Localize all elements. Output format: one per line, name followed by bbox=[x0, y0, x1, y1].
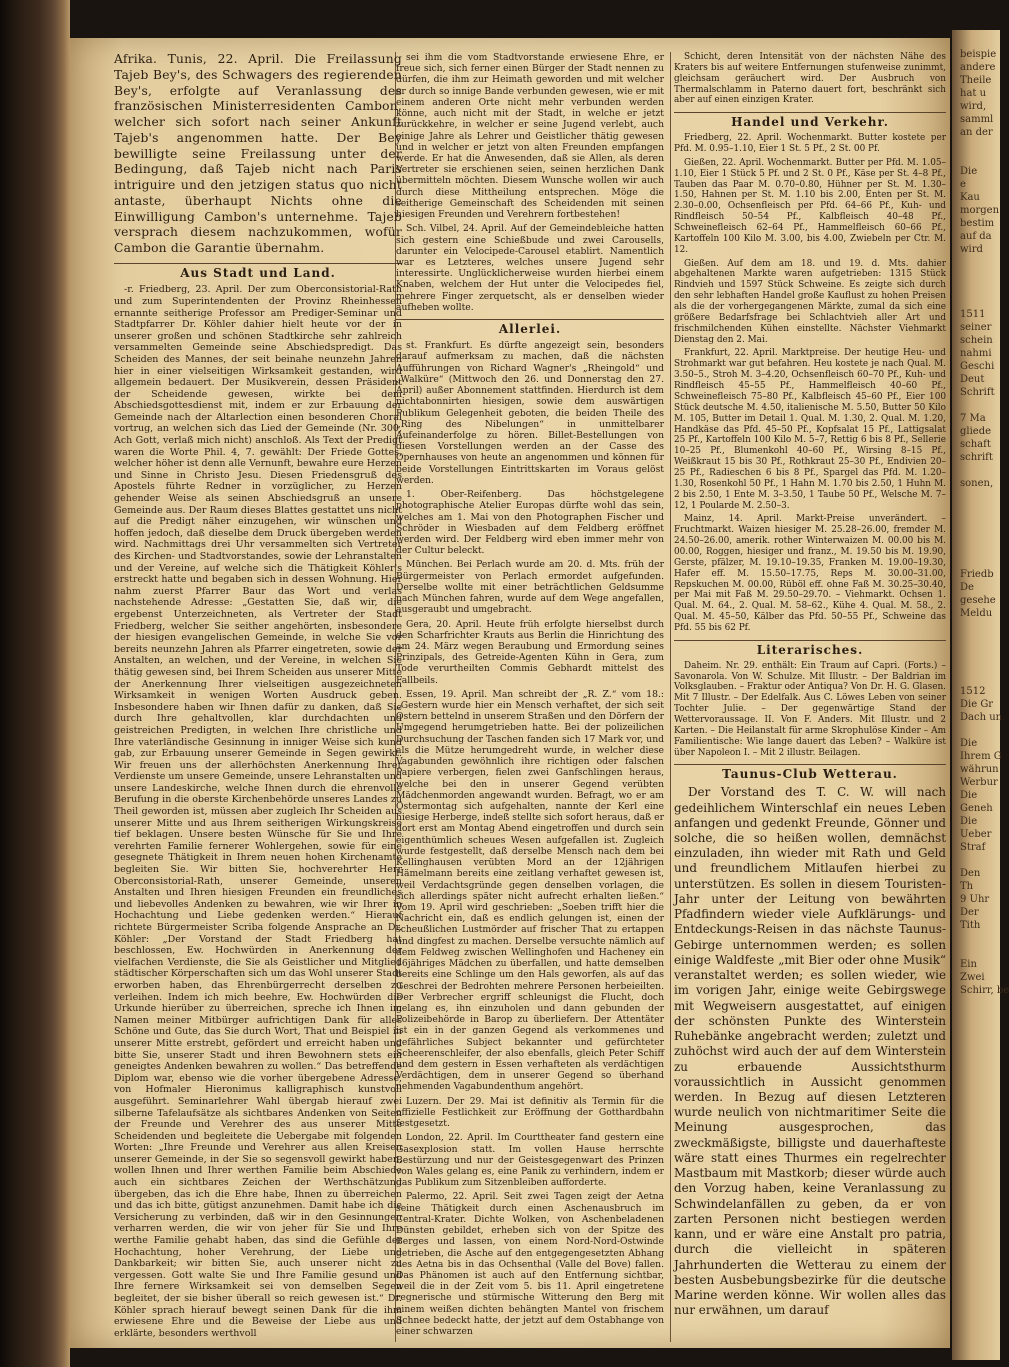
section-heading-local: Aus Stadt und Land. bbox=[114, 263, 402, 280]
club-notice bbox=[674, 785, 946, 1318]
article-paragraph: Sch. Vilbel, 24. April. Auf der Gemeindebleiche hatten sich gestern eine Schießbude und zwei Carousells, darunter ein Velocipede-Carousel etablirt. Namentlich war es Letzteres, welches unsere Jugend sehr interessirte. Unglücklicherweise wurden hierbei einem Knaben, welchem der Hut unter die Velocipedes fiel, mehrere Finger zerquetscht, als er denselben wieder aufheben wollte. bbox=[396, 223, 664, 313]
market-report: Friedberg, 22. April. Wochenmarkt. Butter kostete per Pfd. M. 0.95–1.10, Eier 1 St. 5 Pf., 2 St. 00 Pf. bbox=[674, 133, 946, 155]
newspaper-page bbox=[70, 38, 950, 1348]
column-rule bbox=[670, 52, 671, 1342]
section-heading-literature: Literarisches. bbox=[674, 640, 946, 656]
club-paragraph: Der Vorstand des T. C. W. will nach gedeihlichem Winterschlaf ein neues Leben anfangen und gedenkt Freunde, Gönner und solche, die so heißen wollen, demnächst einzuladen, ihn wieder mit Rath und Geld und freundlichem Mitlaufen hierbei zu unterstützen. Es sollen in diesem Touristen-Jahr unter der Leitung von bewährten Pfadfindern wieder viele Aufklärungs- und Entdeckungs-Reisen in das nächste Taunus-Gebirge unternommen werden; es sollen einige Waldfeste „mit Bier oder ohne Musik“ veranstaltet werden; es sollen wieder, wie im vorigen Jahr, einige weite Gebirgswege mit Wegweisern ausgestattet, auf einigen der schönsten Punkte des Winterstein Ruhebänke angebracht werden; zuletzt und zuhöchst wird auch der auf dem Winterstein zu erbauende Aussichtsthurm voraussichtlich in Aussicht genommen werden. In Bezug auf diesen Letzteren wurde neulich von nichtmaritimer Seite die Meinung ausgesprochen, das zweckmäßigste, billigste und dauerhafteste wäre statt eines Thurmes ein regelrechter Mastbaum mit Mastkorb; dieser würde auch den Vorzug haben, keine Veranlassung zu Schwindelanfällen zu geben, da er von zarten Personen nicht bestiegen werden kann, und er wäre eine Anstalt pro patria, durch die vielleicht in späteren Jahrhunderten die Wetterau zu einem der besten Ausbebungsbezirke für die deutsche Marine werden könne. Wir wollen alles das nur erwähnen, um darauf bbox=[674, 785, 946, 1318]
market-report: Gießen, 22. April. Wochenmarkt. Butter per Pfd. M. 1.05–1.10, Eier 1 Stück 5 Pf. und 2 St. 0 Pf., Käse per St. 4–8 Pf., Tauben das Paar M. 0.70–0.80, Hühner per St. M. 1.30–1.50, Hahnen per St. M. 1.10 bis 2.00, Enten per St. M. 2.30–0.00, Ochsenfleisch per Pfd. 64–66 Pf., Kuh- und Rindfleisch 50–54 Pf., Kalbfleisch 40–48 Pf., Schweinefleisch 62–64 Pf., Hammelfleisch 60–66 Pf., Kartoffeln 100 Kilo M. 3.00, bis 4.00, Zwiebeln per Ctr. M. 12. bbox=[674, 157, 946, 255]
market-report: Frankfurt, 22. April. Marktpreise. Der heutige Heu- und Strohmarkt war gut befahren. Heu kostete je nach Qual. M. 3.50–5., Stroh M. 3–4.20, Ochsenfleisch 60–70 Pf., Kuh- und Rindfleisch 45–55 Pf., Hammelfleisch 40–60 Pf., Schweinefleisch 75–80 Pf., Kalbfleisch 45–60 Pf., Eier 100 Stück deutsche M. 4.50, italienische M. 5.50, Butter 50 Kilo M. 105, Butter im Detail 1. Qual. M. 1.30, 2. Qual. M. 1.20, Handkäse das Pfd. 45–50 Pf., Kopfsalat 15 Pf., Lattigsalat 25 Pf., Kartoffeln 100 Kilo M. 5–7, Rettig 6 bis 8 Pf., Sellerie 10–25 Pf., Blumenkohl 40–60 Pf., Wirsing 8–15 Pf., Weißkraut 15 bis 30 Pf., Rothkraut 25–30 Pf., Endivien 20–25 Pf., Radieschen 6 bis 8 Pf., Spargel das Pfd. M. 1.20–1.30, Rosenkohl 50 Pf., 1 Hahn M. 1.70 bis 2.50, 1 Huhn M. 2 bis 2.50, 1 Ente M. 3–3.50, 1 Taube 50 Pf., Welsche M. 7–12, 1 Poularde M. 2.50–3. bbox=[674, 348, 946, 511]
article-paragraph: Luzern. Der 29. Mai ist definitiv als Termin für die offizielle Festlichkeit zur Eröffnung der Gotthardbahn festgesetzt. bbox=[396, 1095, 664, 1130]
africa-lead bbox=[114, 52, 402, 257]
article-paragraph: Palermo, 22. April. Seit zwei Tagen zeigt der Aetna seine Thätigkeit durch einen Aschenausbruch im Central-Krater. Dichte Wolken, von Aschenbeladenen Dünsten gebildet, erheben sich von der Spitze des Berges und lassen, von einem Nord-Nord-Ostwinde getrieben, die Asche auf den entgegengesetzten Abhang des Aetna bis in das Ochsenthal (Valle del Bove) fallen. Das Phänomen ist auch auf den Entfernung sichtbar, weil die in der Zeit vom 5. bis 11. April eingetretene regnerische und stürmische Witterung den Berg mit einem weißen dichten behängten Mantel von frischem Schnee bedeckt hatte, der jetzt auf dem Ostabhange von einer schwarzen bbox=[396, 1191, 664, 1338]
literature-paragraph: Daheim. Nr. 29. enthält: Ein Traum auf Capri. (Forts.) – Savonarola. Von W. Schulze. Mit Illustr. – Der Baldrian im Volksglauben. – Fraktur oder Antiqua? Von Dr. H. G. Glasen. Mit 7 Illustr. – Der Edelfalk. Aus C. Löwes Leben von seiner Tochter Julie. – Der gegenwärtige Stand der Wettervoraussage. II. Von F. Anders. Mit Illustr. und 2 Karten. – Die Heilanstalt für arme Skrophulöse Kinder – Am Familientische: Wie lange dauert das Leben? – Walküre ist über Napoleon I. – Mit 2 illustr. Beilagen. bbox=[674, 660, 946, 758]
market-report: Mainz, 14. April. Markt-Preise unverändert. – Fruchtmarkt. Waizen hiesiger M. 25.28–26.00, fremder M. 24.50–26.00, amerik. rother Winterwaizen M. 00.00 bis M. 00.00, Roggen, hiesiger und franz., M. 19.50 bis M. 19.90, Gerste, pfälzer, M. 19.10–19.35, Franken M. 19.00–19.30, Hafer eff. M. 15.50–17.75, Reps M. 30.00–31.00, Repskuchen M. 00.00, Rüböl eff. ohne Faß M. 30.25–30.40, per Mai mit Faß M. 29.50–29.70. – Viehmarkt. Ochsen 1. Qual. M. 64., 2. Qual. M. 58–62., Kühe 4. Qual. M. 58., 2. Qual. M. 45–50, Kälber das Pfd. 50–55 Pf., Schweine das Pfd. 55 bis 62 Pf. bbox=[674, 514, 946, 633]
africa-paragraph: Afrika. Tunis, 22. April. Die Freilassung Tajeb Bey's, des Schwagers des regierenden Bey's, erfolgte auf Veranlassung des französischen Ministerresidenten Cambon, welcher sich sofort nach seiner Ankunft Tajeb's angenommen hatte. Der Bey bewilligte seine Freilassung unter der Bedingung, daß Tajeb nicht nach Paris intriguire und den jetzigen status quo nicht antaste, überhaupt Nichts ohne die Einwilligung Cambon's unternehme. Tajeb versprach diesem nachzukommen, wofür Cambon die Garantie übernahm. bbox=[114, 52, 402, 255]
article-paragraph: London, 22. April. Im Courttheater fand gestern eine Gasexplosion statt. Im vollen Hause herrschte Bestürzung und nur der Geistesgegenwart des Prinzen von Wales gelang es, eine Panik zu verhindern, indem er das Publikum zum Sitzenbleiben aufforderte. bbox=[396, 1132, 664, 1189]
article-paragraph: -r. Friedberg, 23. April. Der zum Oberconsistorial-Rath und zum Superintendenten der Provinz Rheinhessen ernannte seitherige Professor am Prediger-Seminar und Stadtpfarrer Dr. Köhler dahier hielt heute vor der in unserer großen und schönen Stadtkirche sehr zahlreich versammelten Gemeinde seine Abschiedspredigt. Das Scheiden des Mannes, der seit beinahe neunzehn Jahren hier in einer vielseitigen Wirksamkeit gestanden, wird allgemein bedauert. Der Musikverein, dessen Präsident der Scheidende gewesen, wirkte bei dem Abschiedsgottesdienst mit, indem er zur Erbauung der Gemeinde nach der Altarlection einen besonderen Choral vortrug, an welchen sich das Lied der Gemeinde (Nr. 300, Ach Gott, verlaß mich nicht) anschloß. Als Text der Predigt waren die Worte Phil. 4, 7. gewählt: Der Friede Gottes, welcher höher ist denn alle Vernunft, bewahre eure Herzen und Sinne in Christo Jesu. Diesen Friedensgruß des Apostels führte Redner in vorzüglicher, zu Herzen gehender Weise als seinen Abschiedsgruß an unsere Gemeinde aus. Der Raum dieses Blattes gestattet uns nicht auf die Predigt näher einzugehen, wir wünschen und hoffen jedoch, daß dieselbe dem Druck übergeben werden wird. Nachmittags drei Uhr versammelten sich Vertreter des Kirchen- und Stadtvorstandes, sowie der Lehranstalten und der Vereine, auf welche sich die Thätigkeit Köhler's erstreckt hatte und begaben sich in dessen Wohnung. Hier nahm zuerst Pfarrer Baur das Wort und verlas nachstehende Adresse: „Gestatten Sie, daß wir, die ergebenst Unterzeichneten, als Vertreter der Stadt Friedberg, welcher Sie seither angehörten, insbesondere der hiesigen evangelischen Gemeinde, in welche Sie vor bereits neunzehn Jahren als Pfarrer eingetreten, sowie der Anstalten, an welchen, und der Vereine, in welchen Sie thätig gewesen sind, bei Ihrem Scheiden aus unserer Mitte der Anerkennung Ihrer vielseitigen ausgezeichneten Wirksamkeit in wenigen Worten Ausdruck geben. Insbesondere haben wir Ihnen dafür zu danken, daß Sie durch Ihre gehaltvollen, klar durchdachten und geistreichen Predigten, in welchen Ihre christliche und Ihre vaterländische Gesinnung in inniger Weise sich kund gab, zur Erbauung unserer Gemeinde in Segen gewirkt. Wir freuen uns der allerhöchsten Anerkennung Ihrer Verdienste um unsere Gemeinde, unsere Lehranstalten und unsere Landeskirche, welche Ihnen durch die ehrenvolle Berufung in die oberste Kirchenbehörde unseres Landes zu Theil geworden ist, müssen aber zugleich Ihr Scheiden aus unserer Mitte und aus Ihrem seitherigen Wirkungskreise tief beklagen. Unsere besten Wünsche für Sie und Ihre verehrten Familie fernerer Wohlergehen, sowie für eine gesegnete Thätigkeit in Ihrem neuen hohen Kirchenamte begleiten Sie. Wir bitten Sie, hochverehrter Herr Oberconsistorial-Rath, unserer Gemeinde, unseren Anstalten und Ihren hiesigen Freunden ein freundliches und liebevolles Andenken zu bewahren, wie wir Ihrer in Hochachtung und Liebe gedenken werden.“ Hierauf richtete Bürgermeister Scriba folgende Ansprache an Dr. Köhler: „Der Vorstand der Stadt Friedberg hat beschlossen, Ew. Hochwürden in Anerkennung der vielfachen Verdienste, die Sie als Geistlicher und Mitglied städtischer Körperschaften sich um das Wohl unserer Stadt erworben haben, das Ehrenbürgerrecht derselben zu verleihen. Indem ich mich beehre, Ew. Hochwürden die Urkunde hierüber zu überreichen, spreche ich Ihnen im Namen meiner Mitbürger aufrichtigen Dank für alles Schöne und Gute, das Sie durch Wort, That und Beispiel in unserer Mitte erstrebt, gefördert und erreicht haben und bitte Sie, unserer Stadt und ihren Bewohnern stets ein geneigtes Andenken bewahren zu wollen.“ Das betreffende Diplom war, ebenso wie die vorher übergebene Adresse, von Hofmaler Hieronimus kalligraphisch kunstvoll ausgeführt. Seminarlehrer Wahl übergab hierauf zwei silberne Tafelaufsätze als sichtbares Andenken von Seiten der Freunde und Verehrer des aus unserer Mitte Scheidenden und begleitete die Uebergabe mit folgenden Worten: „Ihre Freunde und Verehrer aus allen Kreisen unserer Gemeinde, in der Sie so segensvoll gewirkt haben, wollen Ihnen und Ihrer werthen Familie beim Abschiede auch ein sichtbares Zeichen der Werthschätzung übergeben, das ich die Ehre habe, Ihnen zu überreichen und das ich bitte, gütigst anzunehmen. Damit habe ich die Versicherung zu verbinden, daß wir in den Gesinnungen verharren werden, die wir von jeher für Sie und Ihre werthe Familie gehabt haben, das sind die Gefühle der Hochachtung, hoher Verehrung, der Liebe und Dankbarkeit; wir bitten Sie, auch unserer nicht zu vergessen. Gott walte Sie und Ihre Familie gesund und Ihre fernere Wirksamkeit sei von demselben Segen begleitet, der sie bisher überall so reich gewesen ist.“ Dr. Köhler sprach hierauf bewegt seinen Dank für die ihm erwiesene Ehre und die Beweise der Liebe aus und erklärte, besonders werthvoll bbox=[114, 284, 402, 1339]
column-1 bbox=[114, 52, 402, 1342]
article-paragraph: sei ihm die vom Stadtvorstande erwiesene Ehre, er freue sich, sich ferner einen Bürger der Stadt nennen zu dürfen, die ihm zur Heimath geworden und mit welcher er durch so innige Bande verbunden gewesen, wie er mit einem anderen Orte nicht mehr verbunden werden könne, auch nicht mit der Stadt, in welche er jetzt zurückkehre, in welcher er seine Jugend verlebt, auch einige Jahre als Lehrer und Geistlicher thätig gewesen und in welcher er jetzt von alten Freunden empfangen werde. Er hat die Anwesenden, daß sie Allen, als deren Vertreter sie erschienen seien, seinen herzlichen Dank übermitteln möchten. Diesem Wunsche wollen wir auch durch diese Mittheilung entsprechen. Möge die seitherige Gemeinschaft des Scheidenden mit seinen hiesigen Freunden und Verehrern fortbestehen! bbox=[396, 52, 664, 221]
book-spine bbox=[0, 0, 70, 1367]
market-report: Gießen. Auf dem am 18. und 19. d. Mts. dahier abgehaltenen Markte waren aufgetrieben: 1315 Stück Rindvieh und 1597 Stück Schweine. Es zeigte sich durch den sehr lebhaften Handel große Kauflust zu hohen Preisen als die der vorhergegangenen Märkte, zumal da sich eine größere Bedarfsfrage bei Schlachtvieh aller Art und frischmilchenden Kühen einstellte. Nächster Viehmarkt Dienstag den 2. Mai. bbox=[674, 258, 946, 345]
article-paragraph: München. Bei Perlach wurde am 20. d. Mts. früh der Bürgermeister von Perlach ermordet aufgefunden. Derselbe wollte mit einer beträchtlichen Geldsumme nach München fahren, wurde auf dem Wege angefallen, ausgeraubt und umgebracht. bbox=[396, 559, 664, 616]
article-paragraph: Essen, 19. April. Man schreibt der „R. Z.“ vom 18.: „Gestern wurde hier ein Mensch verhaftet, der sich seit Ostern bettelnd in unserem Straßen und den Dörfern der Umgegend herumgetrieben hatte. Bei der polizeilichen Durchsuchung der Taschen fanden sich 17 Mark vor, und als die Mütze herumgedreht wurde, in welcher diese Vagabunden gewöhnlich ihre richtigen oder falschen Papiere verbergen, fielen zwei Ganfschlingen heraus, welche bei den in unserer Gegend verübten Mädchenmorden angewandt wurden. Befragt, wo er am Ostermontag sich aufgehalten, nannte der Kerl eine hiesige Herberge, indeß stellte sich sofort heraus, daß er dort erst am Montag Abend eingetroffen und durch sein eigenthümlich scheues Wesen aufgefallen ist. Zugleich wurde festgestellt, daß derselbe Mensch nach dem bei Kellinghausen verübten Mord an der 12jährigen Hämelmann bereits eine zeitlang verhaftet gewesen ist, weil Verdachtsgründe gegen denselben vorlagen, die sich allerdings später nicht aufrecht erhalten ließen.“ Vom 19. April wird geschrieben: „Soeben trifft hier die Nachricht ein, daß es endlich gelungen ist, einen der scheußlichen Lustmörder auf frischer That zu ertappen und dingfest zu machen. Derselbe versuchte nämlich auf dem Feldweg zwischen Wellinghofen und Hacheney ein 16jähriges Mädchen zu überfallen, und hatte demselben bereits eine Schlinge um den Hals geworfen, als auf das Geschrei der Bedrohten mehrere Personen herbeieilten. Der Verbrecher ergriff schleunigst die Flucht, doch gelang es, ihn einzuholen und dann gebunden der Polizeibehörde in Barop zu überliefern. Der Attentäter ist ein in der ganzen Gegend als verkommenes und gefährliches Subject bekannter und gefürchteter Scheerenschleifer, der also ebenfalls, gleich Peter Schiff und dem gestern in Essen verhafteten als verdächtigen Verdächtigen, dem in unserer Gegend so überhand nehmenden Vagabundenthum angehört. bbox=[396, 688, 664, 1093]
article-paragraph: Schicht, deren Intensität von der nächsten Nähe des Kraters bis auf weitere Entfernungen stufenweise zunimmt, gleichsam geräuchert wird. Der Ausbruch von Thermalschlamm in Paterno dauert fort, beschränkt sich aber auf einen einzigen Krater. bbox=[674, 52, 946, 106]
article-paragraph: Gera, 20. April. Heute früh erfolgte hierselbst durch den Scharfrichter Krauts aus Berlin die Hinrichtung des am 24. März wegen Beraubung und Ermordung seines Prinzipals, des Getreide-Agenten Kühn in Gera, zum Tode verurtheilten Commis Gebhardt mittelst des Fallbeils. bbox=[396, 618, 664, 686]
article-paragraph: 1. Ober-Reifenberg. Das höchstgelegene photographische Atelier Europas dürfte wohl das sein, welches am 1. Mai von den Photographen Fischer und Schröder in Wiesbaden auf dem Feldberg eröffnet werden wird. Der Feldberg wird eben immer mehr von der Cultur beleckt. bbox=[396, 489, 664, 557]
article-paragraph: st. Frankfurt. Es dürfte angezeigt sein, besonders darauf aufmerksam zu machen, daß die nächsten Aufführungen von Richard Wagner's „Rheingold“ und „Walküre“ (Mittwoch den 26. und Donnerstag den 27. April) außer Abonnement stattfinden. Hierdurch ist dem nichtabonnirten hiesigen, sowie dem auswärtigen Publikum Gelegenheit geboten, die beiden Theile des „Ring des Nibelungen“ in unmittelbarer Aufeinanderfolge zu hören. Billet-Bestellungen von diesen Vorstellungen werden an der Casse des Opernhauses von heute an angenommen und können für beide Vorstellungen Eintrittskarten im Voraus gelöst werden. bbox=[396, 340, 664, 486]
section-heading-trade: Handel und Verkehr. bbox=[674, 112, 946, 128]
facing-page-edge bbox=[952, 30, 1009, 1360]
column-2 bbox=[396, 52, 664, 1340]
column-3 bbox=[674, 52, 946, 1321]
facing-page-text: beispie andere Theile hat u wird, samml an der Die e Kau morgen bestim auf da wird 1511 seiner schein nahmi Geschi Deut Schrift 7 Ma gliede schaft schrift sonen, Friedb De gesehe Meldu 1512 Die Gr Dach un Die Ihrem G währun Werbur Die Geneh Die Ueber Straf Den Th 9 Uhr Der Tith Ein Zwei Schirr, be bbox=[960, 49, 1009, 996]
section-heading-club: Taunus-Club Wetterau. bbox=[674, 764, 946, 780]
section-heading-misc: Allerlei. bbox=[396, 319, 664, 335]
